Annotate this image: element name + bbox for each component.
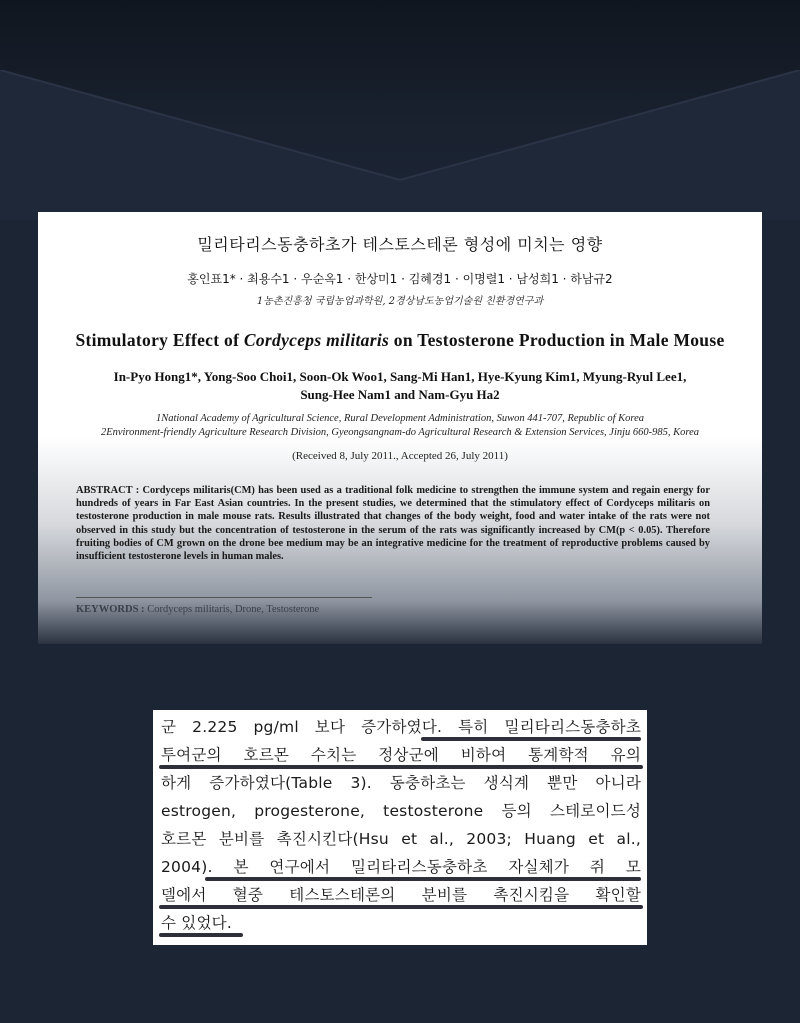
korean-authors: 홍인표1* · 최용수1 · 우순옥1 · 한상미1 · 김혜경1 · 이명렬1 · 남성희1 · 하남규2	[187, 272, 613, 286]
paper-first-page	[38, 212, 762, 644]
excerpt-line-1: 군 2.225 pg/ml 보다 증가하였다. 특히 밀리타리스동충하초	[161, 718, 641, 736]
abstract-label: ABSTRACT :	[76, 485, 140, 496]
received-dates: (Received 8, July 2011., Accepted 26, July 2011)	[292, 450, 508, 462]
excerpt-line-5: 호르몬 분비를 촉진시킨다(Hsu et al., 2003; Huang et al.,	[161, 830, 641, 848]
affiliation-1: 1National Academy of Agricultural Science, Rural Development Administration, Suwon 441-707, Republic of Korea	[155, 413, 645, 424]
english-affiliations	[38, 412, 762, 440]
excerpt-line-4: estrogen, progesterone, testosterone 등의 스테로이드성	[161, 802, 641, 820]
keywords	[76, 604, 319, 615]
abstract	[76, 484, 710, 563]
english-authors-line-1: In-Pyo Hong1*, Yong-Soo Choi1, Soon-Ok Woo1, Sang-Mi Han1, Hye-Kyung Kim1, Myung-Ryul Lee1,	[113, 369, 687, 384]
excerpt-line-6: 2004). 본 연구에서 밀리타리스동충하초 자실체가 쥐 모	[161, 858, 641, 876]
affiliation-2: 2Environment-friendly Agriculture Research Division, Gyeongsangnam-do Agricultural Research & Extension Services, Jinju 660-985, Korea	[100, 427, 700, 438]
english-title	[38, 330, 762, 351]
excerpt-line-7: 델에서 혈중 테스토스테론의 분비를 촉진시킴을 확인할	[161, 886, 641, 904]
excerpt-line-8: 수 있었다.	[161, 914, 232, 932]
english-title-prefix: Stimulatory Effect of	[75, 330, 244, 350]
korean-affiliation: 1농촌진흥청 국립농업과학원, 2경상남도농업기술원 친환경연구과	[256, 296, 544, 307]
keywords-text: Cordyceps militaris, Drone, Testosterone	[147, 604, 320, 615]
english-title-species: Cordyceps militaris	[243, 330, 390, 350]
highlight-underline-3	[205, 877, 641, 881]
english-title-suffix: on Testosterone Production in Male Mouse	[389, 330, 725, 350]
excerpt-line-2: 투여군의 호르몬 수치는 정상군에 비하여 통계학적 유의	[161, 746, 641, 764]
keywords-label: KEYWORDS :	[76, 604, 145, 615]
highlight-underline-4	[159, 905, 643, 909]
highlight-underline-2	[159, 765, 643, 769]
abstract-text: Cordyceps militaris(CM) has been used as a traditional folk medicine to strengthen the immune system and regain energy for hundreds of years in Far East Asian countries. In the present studies, we determined that the stimulatory effect of Cordyceps militaris on testosterone production in male mouse rats. Results illustrated that changes of the body weight, food and water intake of the rats were not observed in this study but the concentration of testosterone in the serum of the rats was significantly increased by CM(p < 0.05). Therefore fruiting bodies of CM grown on the drone bee medium may be an integrative medicine for the treatment of reproductive problems caused by insufficient testosterone levels in human males.	[76, 485, 710, 563]
highlight-underline-1	[421, 737, 641, 741]
korean-title: 밀리타리스동충하초가 테스토스테론 형성에 미치는 영향	[197, 235, 603, 254]
english-authors-line-2: Sung-Hee Nam1 and Nam-Gyu Ha2	[300, 387, 500, 402]
keywords-divider	[76, 597, 372, 598]
highlighted-excerpt	[153, 710, 647, 945]
highlight-underline-5	[159, 933, 243, 937]
background-fold-shape	[0, 70, 800, 220]
english-authors	[38, 368, 762, 404]
excerpt-line-3: 하게 증가하였다(Table 3). 동충하초는 생식계 뿐만 아니라	[161, 774, 641, 792]
